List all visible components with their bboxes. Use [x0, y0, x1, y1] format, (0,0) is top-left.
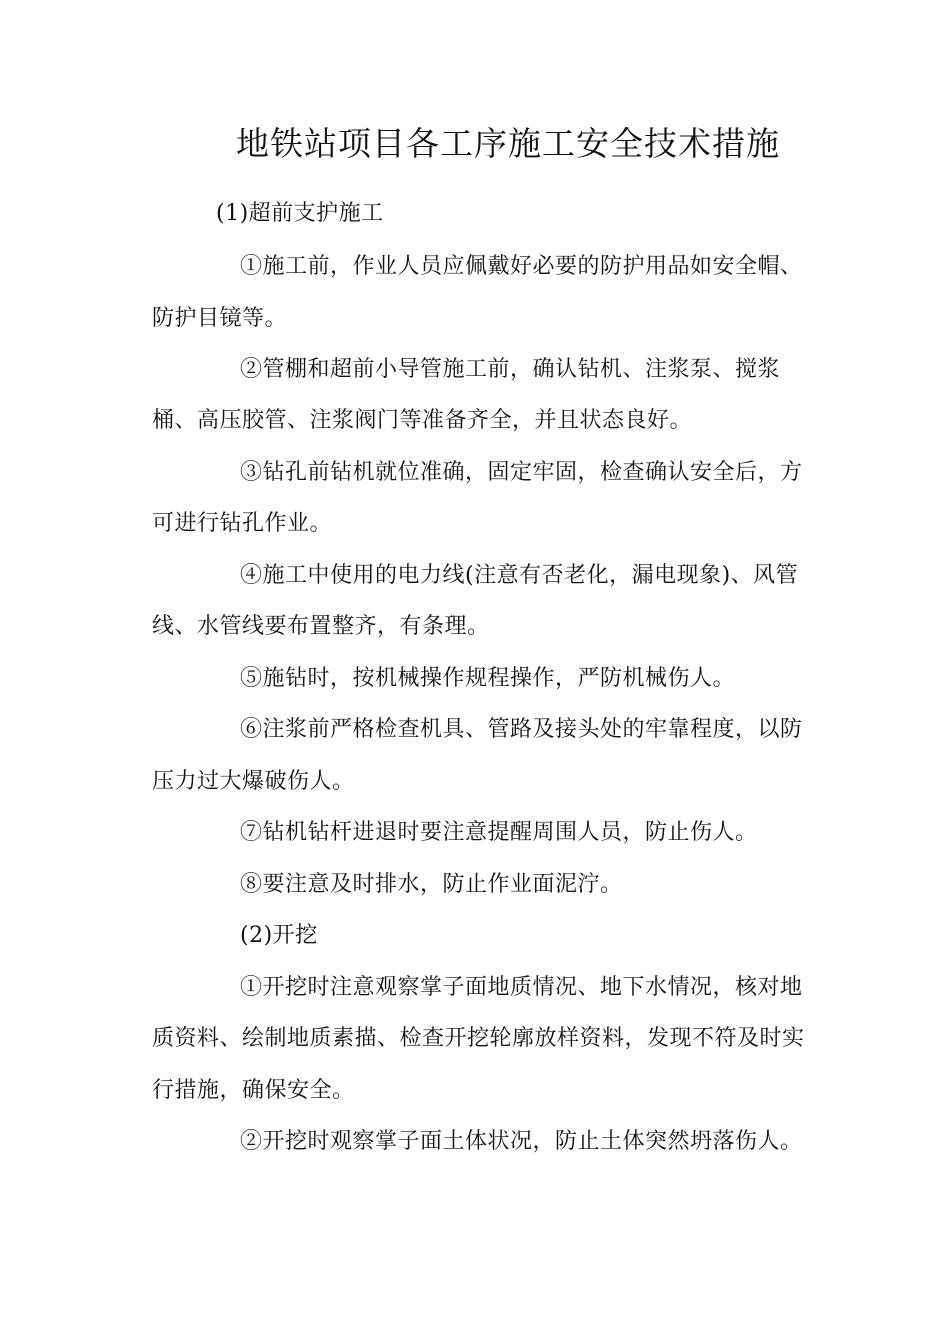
paragraph-line: 可进行钻孔作业。	[152, 511, 333, 536]
paragraph-line: ⑥注浆前严格检查机具、管路及接头处的牢靠程度，以防	[240, 717, 803, 742]
paragraph-line: 压力过大爆破伤人。	[152, 769, 355, 794]
paragraph-line: ①开挖时注意观察掌子面地质情况、地下水情况，核对地	[240, 975, 803, 1000]
paragraph-line: ⑧要注意及时排水，防止作业面泥泞。	[240, 872, 623, 897]
paragraph-line: 线、水管线要布置整齐，有条理。	[152, 614, 490, 639]
paragraph-line: 质资料、绘制地质素描、检查开挖轮廓放样资料，发现不符及时实	[152, 1026, 805, 1051]
paragraph-line: ⑦钻机钻杆进退时要注意提醒周围人员，防止伤人。	[240, 820, 758, 845]
paragraph-line: 行措施，确保安全。	[152, 1078, 355, 1103]
paragraph-line: ①施工前，作业人员应佩戴好必要的防护用品如安全帽、	[240, 254, 803, 279]
paragraph-line: ⑤施钻时，按机械操作规程操作，严防机械伤人。	[240, 666, 736, 691]
section-heading-1: (1)超前支护施工	[216, 201, 384, 226]
paragraph-line: 桶、高压胶管、注浆阀门等准备齐全，并且状态良好。	[152, 408, 693, 433]
section-heading-2: (2)开挖	[240, 923, 318, 948]
paragraph-line: ④施工中使用的电力线(注意有否老化，漏电现象)、风管	[240, 563, 799, 588]
paragraph-line: 防护目镜等。	[152, 306, 288, 331]
paragraph-line: ②开挖时观察掌子面土体状况，防止土体突然坍落伤人。	[240, 1129, 803, 1154]
paragraph-line: ③钻孔前钻机就位准确，固定牢固，检查确认安全后，方	[240, 460, 803, 485]
document-title: 地铁站项目各工序施工安全技术措施	[236, 124, 780, 163]
paragraph-line: ②管棚和超前小导管施工前，确认钻机、注浆泵、搅浆	[240, 357, 781, 382]
